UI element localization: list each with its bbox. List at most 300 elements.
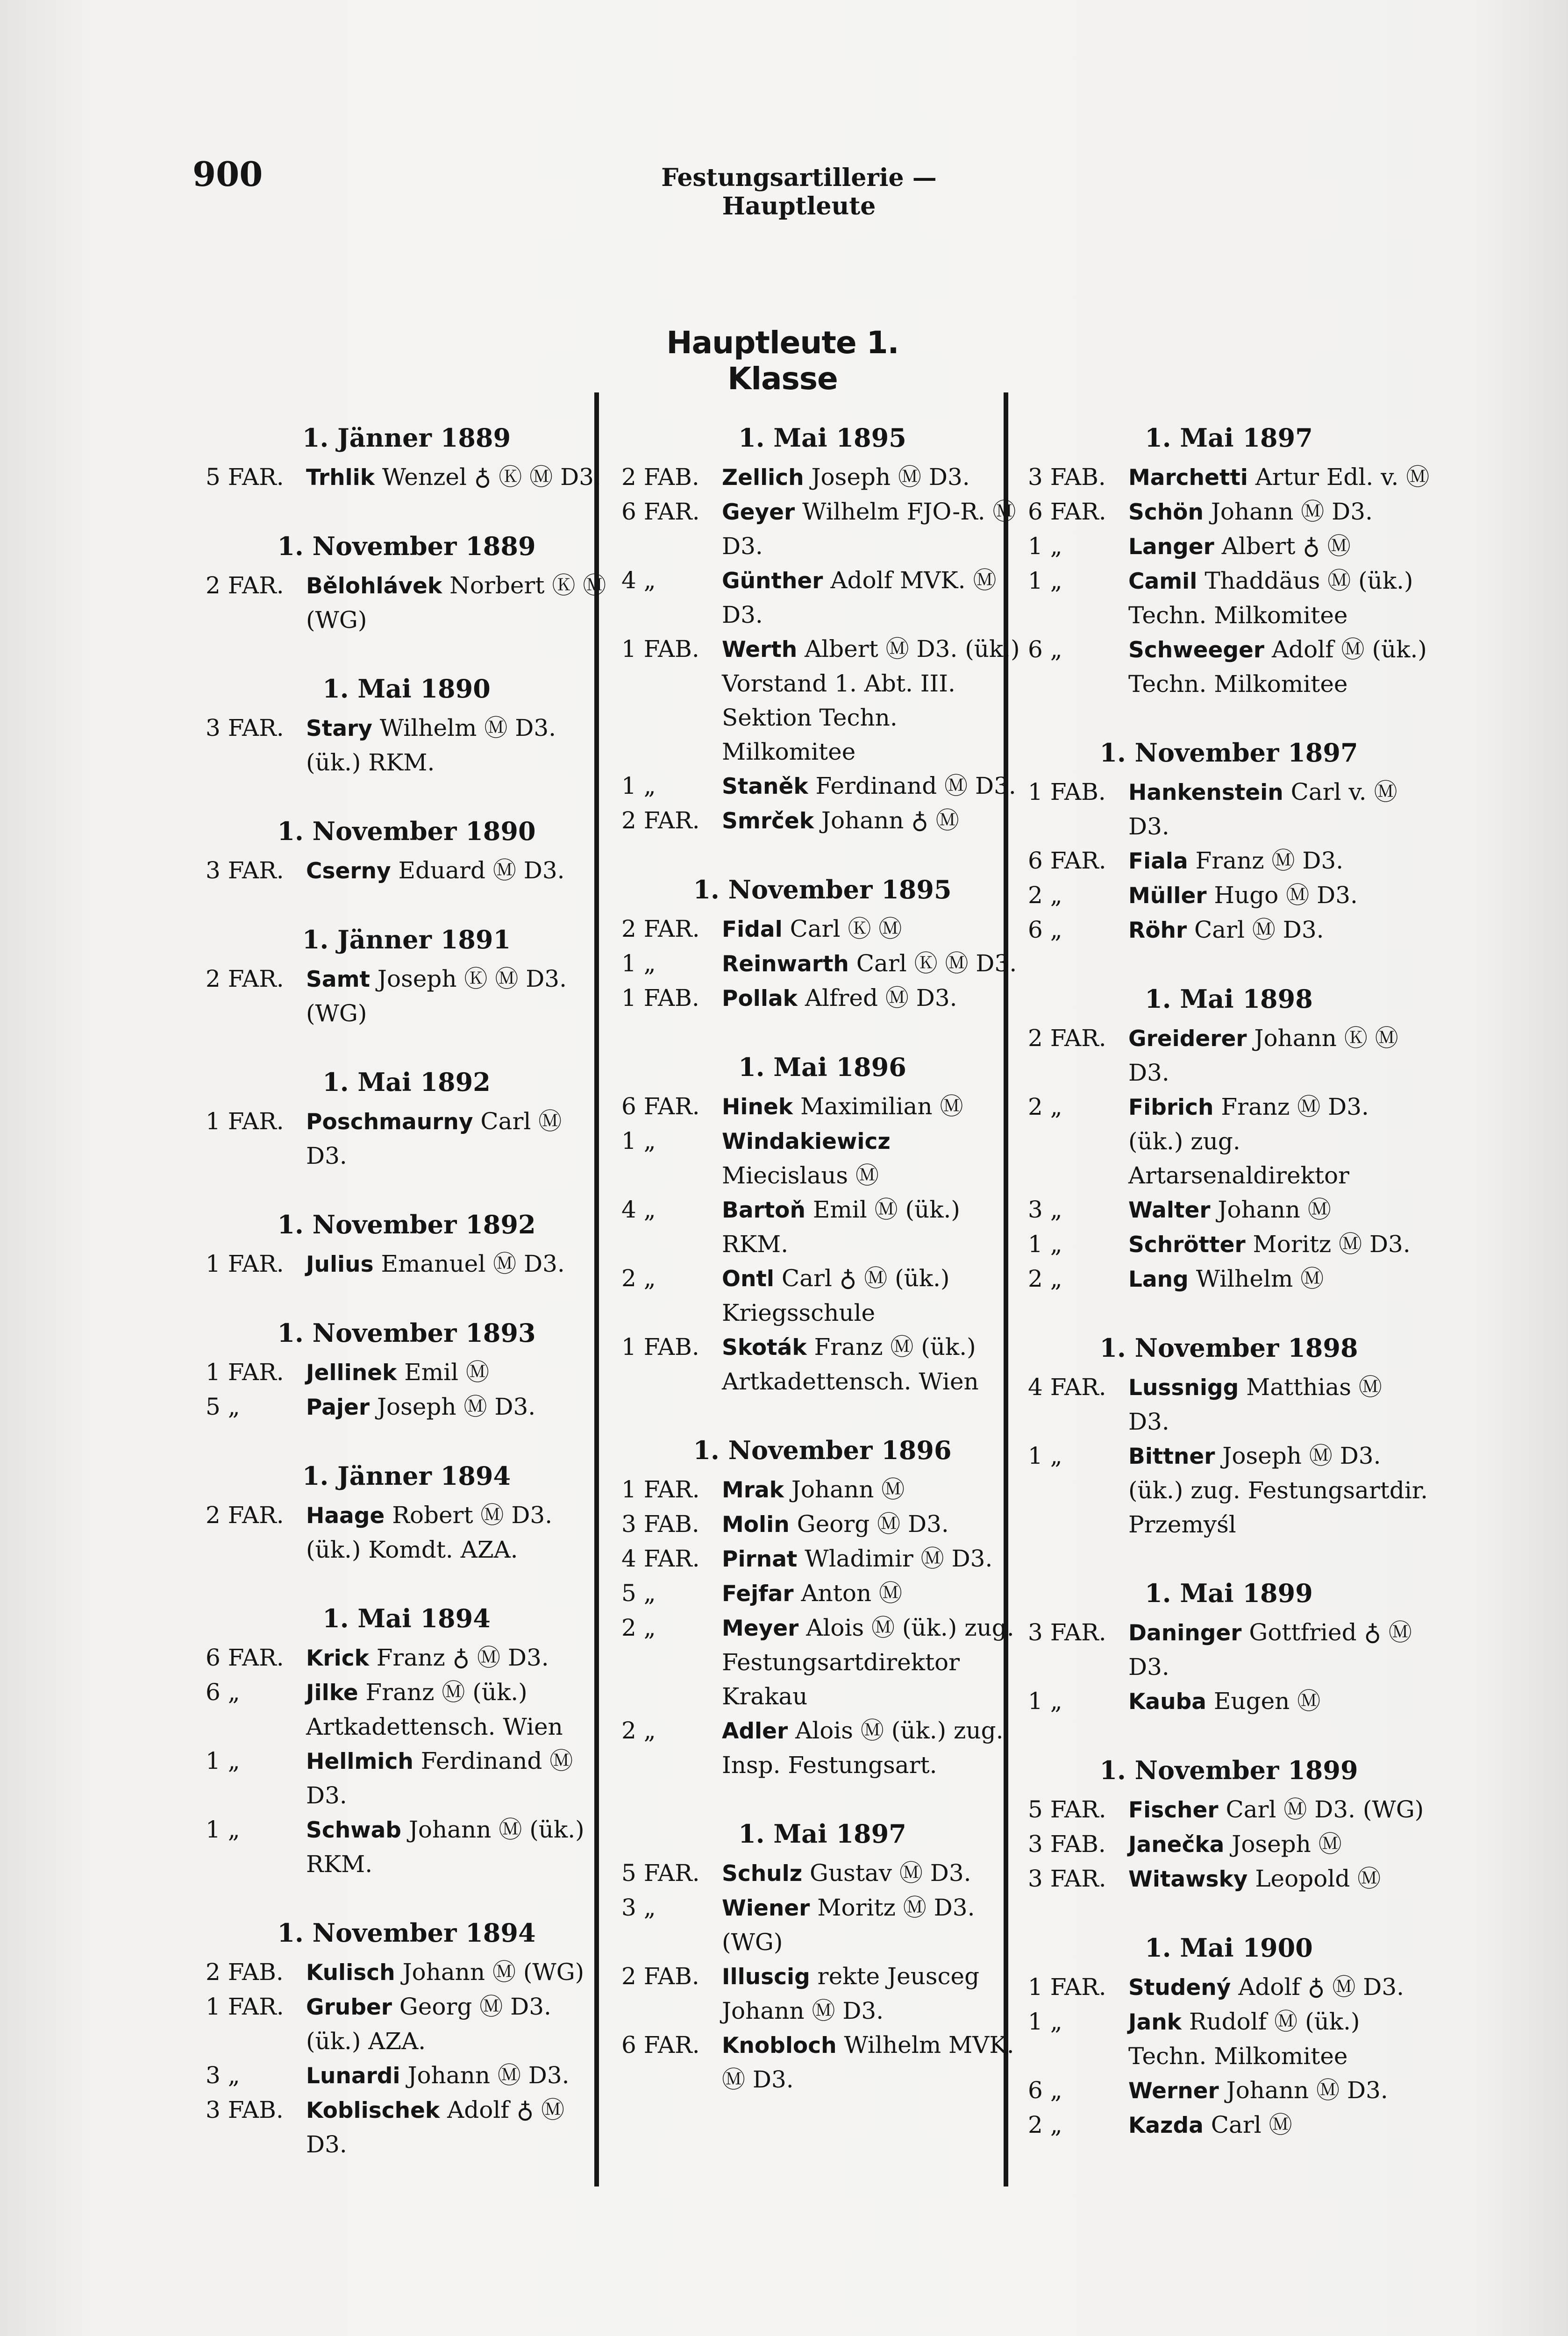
officer-details: Eugen Ⓜ xyxy=(1213,1688,1321,1715)
officer-details: Eduard Ⓜ D3. xyxy=(398,857,565,884)
officer-entry xyxy=(206,962,607,1031)
officer-entry xyxy=(1028,1684,1430,1719)
officer-surname: Mrak xyxy=(722,1477,784,1503)
officer-entry xyxy=(1028,1021,1430,1090)
officer-details: Norbert Ⓚ Ⓜ (WG) xyxy=(306,572,606,634)
officer-surname: Jellinek xyxy=(306,1360,397,1386)
officer-details: Gustav Ⓜ D3. xyxy=(810,1859,971,1887)
officer-details: Franz ♁ Ⓜ D3. xyxy=(376,1644,549,1671)
section-title: Hauptleute 1. Klasse xyxy=(666,325,899,397)
promotion-group xyxy=(621,875,1023,1016)
officer-surname: Cserny xyxy=(306,858,391,884)
unit-label: 6 FAR. xyxy=(1028,847,1106,874)
officer-entry xyxy=(621,804,1023,838)
officer-surname: Schön xyxy=(1128,499,1204,525)
officer-surname: Jank xyxy=(1128,2009,1182,2035)
officer-entry xyxy=(1028,775,1430,844)
unit-label: 2 „ xyxy=(621,1265,656,1292)
officer-surname: Bartoň xyxy=(722,1197,805,1223)
promotion-date: 1. Mai 1895 xyxy=(738,423,906,453)
officer-details: Adolf MVK. Ⓜ D3. xyxy=(722,567,997,628)
officer-entry xyxy=(621,1330,1023,1399)
officer-entry xyxy=(621,495,1023,563)
officer-surname: Röhr xyxy=(1128,918,1187,943)
officer-entry xyxy=(206,1813,607,1881)
column-3 xyxy=(1028,423,1430,2179)
officer-surname: Pajer xyxy=(306,1395,370,1420)
officer-details: Johann Ⓚ Ⓜ D3. xyxy=(1128,1025,1398,1086)
officer-surname: Hinek xyxy=(722,1094,793,1120)
officer-details: Carl Ⓜ D3. xyxy=(1194,916,1324,943)
promotion-group xyxy=(206,925,607,1031)
unit-label: 6 „ xyxy=(206,1679,240,1706)
unit-label: 6 FAR. xyxy=(206,1644,284,1671)
officer-entry xyxy=(621,460,1023,495)
promotion-group xyxy=(206,1603,607,1881)
officer-details: Matthias Ⓜ D3. xyxy=(1128,1374,1382,1435)
officer-surname: Hankenstein xyxy=(1128,780,1283,805)
officer-details: Emil Ⓜ xyxy=(404,1359,489,1386)
officer-details: Anton Ⓜ xyxy=(801,1580,903,1607)
officer-details: Leopold Ⓜ xyxy=(1255,1865,1381,1892)
unit-label: 2 „ xyxy=(621,1717,656,1744)
officer-surname: Camil xyxy=(1128,569,1197,594)
promotion-date: 1. Mai 1898 xyxy=(1145,984,1313,1014)
officer-surname: Illuscig xyxy=(722,1964,810,1990)
officer-entry xyxy=(621,1891,1023,1959)
officer-surname: Daninger xyxy=(1128,1620,1242,1646)
officer-details: Rudolf Ⓜ (ük.) Techn. Milkomitee xyxy=(1128,2008,1360,2070)
officer-details: Carl Ⓜ D3. xyxy=(306,1108,562,1169)
officer-details: Robert Ⓜ D3. (ük.) Komdt. AZA. xyxy=(306,1502,553,1563)
officer-surname: Jilke xyxy=(306,1680,358,1706)
officer-details: Franz Ⓜ D3. xyxy=(1195,847,1344,874)
officer-entry xyxy=(206,1955,607,1990)
unit-label: 1 „ xyxy=(1028,1231,1062,1258)
officer-details: Johann Ⓜ xyxy=(1218,1196,1331,1223)
officer-surname: Adler xyxy=(722,1718,788,1744)
officer-surname: Fischer xyxy=(1128,1797,1219,1823)
officer-surname: Lunardi xyxy=(306,2063,400,2089)
officer-details: Johann Ⓜ (WG) xyxy=(402,1959,584,1986)
officer-surname: Reinwarth xyxy=(722,951,849,977)
officer-details: Joseph Ⓜ D3. xyxy=(377,1393,536,1420)
officer-details: Carl Ⓜ xyxy=(1211,2111,1292,2138)
officer-surname: Samt xyxy=(306,967,371,992)
officer-surname: Lang xyxy=(1128,1267,1189,1292)
officer-entry xyxy=(1028,2108,1430,2143)
unit-label: 1 FAB. xyxy=(621,635,699,662)
promotion-group xyxy=(206,1318,607,1424)
officer-entry xyxy=(621,1959,1023,2028)
officer-entry xyxy=(621,1261,1023,1330)
officer-details: Johann Ⓜ D3. xyxy=(407,2062,570,2089)
officer-details: Johann Ⓜ xyxy=(791,1476,905,1503)
unit-label: 1 „ xyxy=(1028,533,1062,560)
officer-details: Johann Ⓜ D3. xyxy=(1226,2077,1388,2104)
unit-label: 3 FAB. xyxy=(206,2096,284,2123)
officer-entry xyxy=(206,1641,607,1675)
officer-details: Carl ♁ Ⓜ (ük.) Kriegsschule xyxy=(722,1265,950,1326)
officer-details: Carl Ⓚ Ⓜ D3. xyxy=(856,950,1017,977)
officer-details: Wladimir Ⓜ D3. xyxy=(805,1545,993,1572)
officer-details: Johann Ⓜ D3. xyxy=(1211,498,1373,525)
officer-surname: Meyer xyxy=(722,1616,799,1641)
promotion-group xyxy=(1028,984,1430,1296)
unit-label: 1 „ xyxy=(621,950,656,977)
promotion-group xyxy=(1028,423,1430,701)
officer-details: Hugo Ⓜ D3. xyxy=(1214,882,1358,909)
promotion-group xyxy=(1028,1578,1430,1719)
unit-label: 2 FAR. xyxy=(621,807,700,834)
unit-label: 3 „ xyxy=(1028,1196,1062,1223)
officer-entry xyxy=(1028,1262,1430,1296)
officer-details: Adolf ♁ Ⓜ D3. xyxy=(306,2096,565,2158)
officer-details: Joseph Ⓚ Ⓜ D3. (WG) xyxy=(306,965,567,1027)
unit-label: 1 FAR. xyxy=(206,1993,284,2020)
officer-entry xyxy=(206,460,607,495)
unit-label: 1 FAR. xyxy=(206,1359,284,1386)
officer-details: Franz Ⓜ (ük.) Artkadettensch. Wien xyxy=(722,1333,979,1395)
running-title: Festungsartillerie — Hauptleute xyxy=(661,164,937,221)
promotion-group xyxy=(206,816,607,888)
page-number: 900 xyxy=(192,154,263,194)
promotion-date: 1. Mai 1900 xyxy=(1145,1933,1313,1963)
officer-surname: Müller xyxy=(1128,883,1207,909)
officer-entry xyxy=(1028,844,1430,878)
unit-label: 4 FAR. xyxy=(621,1545,700,1572)
officer-surname: Witawsky xyxy=(1128,1866,1248,1892)
unit-label: 1 „ xyxy=(621,1127,656,1154)
officer-entry xyxy=(206,854,607,888)
officer-details: rekte Jeusceg Johann Ⓜ D3. xyxy=(722,1963,980,2024)
unit-label: 4 „ xyxy=(621,1196,656,1223)
officer-entry xyxy=(621,769,1023,804)
officer-surname: Windakiewicz xyxy=(722,1129,891,1154)
promotion-date: 1. Mai 1897 xyxy=(738,1819,906,1849)
officer-details: Ferdinand Ⓜ D3. xyxy=(306,1747,573,1809)
unit-label: 5 „ xyxy=(206,1393,240,1420)
unit-label: 3 „ xyxy=(621,1894,656,1921)
officer-surname: Fejfar xyxy=(722,1581,794,1607)
officer-details: Gottfried ♁ Ⓜ D3. xyxy=(1128,1619,1412,1681)
unit-label: 3 FAR. xyxy=(206,714,284,741)
promotion-date: 1. November 1893 xyxy=(277,1318,536,1348)
officer-entry xyxy=(621,2028,1023,2097)
officer-entry xyxy=(206,2093,607,2162)
officer-surname: Koblischek xyxy=(306,2098,440,2123)
officer-details: Alois Ⓜ (ük.) zug. Festungsartdirektor Krakau xyxy=(722,1614,1014,1710)
promotion-group xyxy=(206,531,607,637)
unit-label: 5 FAR. xyxy=(206,463,284,491)
officer-details: Emil Ⓜ (ük.) RKM. xyxy=(722,1196,960,1258)
unit-label: 3 FAB. xyxy=(1028,463,1106,491)
officer-surname: Schwab xyxy=(306,1817,401,1843)
officer-surname: Hellmich xyxy=(306,1749,413,1774)
officer-details: Wilhelm Ⓜ xyxy=(1196,1265,1324,1292)
promotion-group xyxy=(1028,1333,1430,1542)
officer-entry xyxy=(206,569,607,637)
officer-entry xyxy=(621,1473,1023,1507)
officer-details: Franz Ⓜ (ük.) Artkadettensch. Wien xyxy=(306,1679,563,1740)
unit-label: 1 FAR. xyxy=(621,1476,700,1503)
promotion-date: 1. November 1898 xyxy=(1099,1333,1358,1363)
promotion-group xyxy=(206,423,607,495)
promotion-date: 1. Jänner 1894 xyxy=(302,1461,511,1491)
officer-surname: Günther xyxy=(722,568,823,594)
promotion-group xyxy=(1028,1755,1430,1896)
officer-entry xyxy=(206,1104,607,1173)
officer-surname: Molin xyxy=(722,1512,790,1538)
unit-label: 1 FAB. xyxy=(621,1333,699,1360)
officer-entry xyxy=(621,1856,1023,1891)
promotion-date: 1. Mai 1894 xyxy=(322,1603,491,1633)
officer-entry xyxy=(1028,1227,1430,1262)
officer-surname: Smrček xyxy=(722,808,814,834)
promotion-date: 1. Mai 1899 xyxy=(1145,1578,1313,1608)
officer-entry xyxy=(206,1675,607,1744)
officer-entry xyxy=(621,632,1023,769)
unit-label: 1 FAB. xyxy=(1028,778,1106,805)
column-1 xyxy=(206,423,607,2198)
officer-surname: Krick xyxy=(306,1645,369,1671)
officer-surname: Zellich xyxy=(722,465,804,491)
officer-entry xyxy=(1028,1827,1430,1862)
officer-entry xyxy=(1028,495,1430,529)
officer-details: Alfred Ⓜ D3. xyxy=(805,984,957,1011)
officer-entry xyxy=(206,1355,607,1390)
officer-entry xyxy=(1028,913,1430,947)
officer-surname: Janečka xyxy=(1128,1832,1225,1858)
officer-entry xyxy=(621,947,1023,981)
officer-surname: Langer xyxy=(1128,534,1214,560)
officer-details: Johann ♁ Ⓜ xyxy=(821,807,959,834)
promotion-group xyxy=(1028,1933,1430,2143)
officer-details: Carl v. Ⓜ D3. xyxy=(1128,778,1397,840)
officer-details: Ferdinand Ⓜ D3. xyxy=(815,772,1016,799)
officer-details: Albert Ⓜ D3. (ük.) Vorstand 1. Abt. III. Sektion Techn. Milkomitee xyxy=(722,635,1020,765)
promotion-group xyxy=(206,1067,607,1173)
unit-label: 3 FAB. xyxy=(621,1510,699,1538)
promotion-date: 1. November 1894 xyxy=(277,1918,536,1948)
officer-details: Wilhelm Ⓜ D3. (ük.) RKM. xyxy=(306,714,556,776)
officer-details: Moritz Ⓜ D3. xyxy=(1253,1231,1411,1258)
officer-entry xyxy=(1028,1793,1430,1827)
officer-entry xyxy=(621,912,1023,947)
promotion-date: 1. Jänner 1889 xyxy=(302,423,511,453)
promotion-date: 1. Jänner 1891 xyxy=(302,925,511,954)
unit-label: 5 FAR. xyxy=(1028,1796,1106,1823)
officer-entry xyxy=(206,1390,607,1424)
unit-label: 2 FAB. xyxy=(206,1959,284,1986)
unit-label: 6 FAR. xyxy=(621,498,700,525)
officer-entry xyxy=(1028,1370,1430,1439)
officer-details: Wilhelm FJO-R. Ⓜ D3. xyxy=(722,498,1016,560)
officer-surname: Werth xyxy=(722,637,798,662)
officer-details: Albert ♁ Ⓜ xyxy=(1221,533,1351,560)
officer-details: Carl Ⓚ Ⓜ xyxy=(790,915,902,942)
officer-entry xyxy=(206,2058,607,2093)
officer-entry xyxy=(1028,564,1430,633)
officer-surname: Kauba xyxy=(1128,1689,1206,1715)
promotion-group xyxy=(621,1052,1023,1399)
unit-label: 2 FAR. xyxy=(206,1502,284,1529)
unit-label: 2 „ xyxy=(1028,1265,1062,1292)
officer-details: Emanuel Ⓜ D3. xyxy=(381,1250,565,1277)
officer-details: Miecislaus Ⓜ xyxy=(722,1162,879,1189)
officer-entry xyxy=(206,1990,607,2058)
officer-surname: Fiala xyxy=(1128,848,1188,874)
officer-entry xyxy=(1028,878,1430,913)
officer-details: Adolf Ⓜ (ük.) Techn. Milkomitee xyxy=(1128,636,1427,698)
officer-details: Wilhelm MVK. Ⓜ D3. xyxy=(722,2031,1014,2093)
promotion-group xyxy=(621,1435,1023,1782)
unit-label: 3 FAB. xyxy=(1028,1830,1106,1858)
officer-details: Johann Ⓜ (ük.) RKM. xyxy=(306,1816,584,1878)
unit-label: 1 „ xyxy=(1028,1688,1062,1715)
promotion-group xyxy=(206,1918,607,2162)
officer-entry xyxy=(621,1090,1023,1124)
officer-surname: Staněk xyxy=(722,774,808,799)
promotion-date: 1. November 1899 xyxy=(1099,1755,1358,1785)
officer-entry xyxy=(1028,1193,1430,1227)
officer-surname: Skoták xyxy=(722,1335,807,1360)
unit-label: 1 FAB. xyxy=(621,984,699,1011)
officer-surname: Geyer xyxy=(722,499,795,525)
unit-label: 1 „ xyxy=(1028,567,1062,594)
promotion-date: 1. November 1895 xyxy=(693,875,952,904)
officer-surname: Stary xyxy=(306,716,372,741)
officer-details: Carl Ⓜ D3. (WG) xyxy=(1226,1796,1424,1823)
unit-label: 5 „ xyxy=(621,1580,656,1607)
unit-label: 2 FAR. xyxy=(206,572,284,599)
officer-entry xyxy=(621,1542,1023,1576)
unit-label: 1 „ xyxy=(206,1747,240,1774)
officer-entry xyxy=(1028,460,1430,495)
officer-surname: Lussnigg xyxy=(1128,1375,1239,1401)
officer-entry xyxy=(1028,2073,1430,2108)
officer-entry xyxy=(206,1744,607,1813)
officer-entry xyxy=(1028,2005,1430,2073)
unit-label: 6 FAR. xyxy=(1028,498,1106,525)
unit-label: 1 FAR. xyxy=(206,1108,284,1135)
officer-entry xyxy=(621,1611,1023,1714)
promotion-date: 1. November 1889 xyxy=(277,531,536,561)
unit-label: 6 FAR. xyxy=(621,2031,700,2058)
officer-surname: Werner xyxy=(1128,2078,1219,2104)
officer-details: Joseph Ⓜ xyxy=(1232,1830,1342,1858)
officer-surname: Schulz xyxy=(722,1861,803,1887)
officer-entry xyxy=(1028,1970,1430,2005)
officer-entry xyxy=(621,1507,1023,1542)
officer-entry xyxy=(1028,529,1430,564)
officer-surname: Trhlik xyxy=(306,465,375,491)
officer-entry xyxy=(206,1247,607,1282)
officer-details: Maximilian Ⓜ xyxy=(800,1093,963,1120)
unit-label: 6 „ xyxy=(1028,916,1062,943)
promotion-group xyxy=(621,1819,1023,2097)
officer-entry xyxy=(621,1714,1023,1782)
unit-label: 2 FAR. xyxy=(1028,1025,1106,1052)
officer-surname: Julius xyxy=(306,1252,374,1277)
officer-entry xyxy=(1028,1090,1430,1193)
promotion-date: 1. Mai 1892 xyxy=(322,1067,491,1097)
officer-surname: Fidal xyxy=(722,917,783,942)
column-2 xyxy=(621,423,1023,2133)
officer-surname: Schrötter xyxy=(1128,1232,1246,1258)
officer-details: Artur Edl. v. Ⓜ xyxy=(1255,463,1430,491)
officer-surname: Pirnat xyxy=(722,1546,798,1572)
promotion-date: 1. Mai 1896 xyxy=(738,1052,906,1082)
promotion-date: 1. November 1897 xyxy=(1099,738,1358,768)
promotion-date: 1. Mai 1897 xyxy=(1145,423,1313,453)
unit-label: 1 FAR. xyxy=(1028,1973,1106,2001)
officer-surname: Bittner xyxy=(1128,1444,1215,1469)
officer-entry xyxy=(621,981,1023,1016)
officer-surname: Studený xyxy=(1128,1975,1231,2001)
officer-details: Georg Ⓜ D3. xyxy=(797,1510,949,1538)
officer-entry xyxy=(1028,1439,1430,1542)
unit-label: 1 „ xyxy=(621,772,656,799)
promotion-date: 1. November 1890 xyxy=(277,816,536,846)
officer-surname: Wiener xyxy=(722,1895,810,1921)
unit-label: 1 „ xyxy=(206,1816,240,1843)
unit-label: 2 „ xyxy=(1028,882,1062,909)
unit-label: 3 FAR. xyxy=(1028,1619,1106,1646)
officer-entry xyxy=(621,1576,1023,1611)
promotion-group xyxy=(621,423,1023,838)
officer-surname: Marchetti xyxy=(1128,465,1248,491)
officer-details: Franz Ⓜ D3. (ük.) zug. Artarsenaldirektor xyxy=(1128,1093,1369,1189)
officer-surname: Greiderer xyxy=(1128,1026,1247,1052)
unit-label: 3 FAR. xyxy=(206,857,284,884)
officer-details: Alois Ⓜ (ük.) zug. Insp. Festungsart. xyxy=(722,1717,1004,1779)
officer-surname: Schweeger xyxy=(1128,637,1265,663)
unit-label: 1 „ xyxy=(1028,2008,1062,2035)
officer-details: Adolf ♁ Ⓜ D3. xyxy=(1238,1973,1404,2001)
officer-details: Wenzel ♁ Ⓚ Ⓜ D3. xyxy=(382,463,601,491)
officer-surname: Poschmaurny xyxy=(306,1109,473,1135)
unit-label: 2 „ xyxy=(1028,1093,1062,1120)
officer-surname: Bělohlávek xyxy=(306,573,442,599)
officer-details: Thaddäus Ⓜ (ük.) Techn. Milkomitee xyxy=(1128,567,1413,629)
unit-label: 4 FAR. xyxy=(1028,1374,1106,1401)
officer-surname: Pollak xyxy=(722,986,798,1011)
officer-entry xyxy=(1028,633,1430,701)
promotion-group xyxy=(206,674,607,780)
officer-details: Georg Ⓜ D3. (ük.) AZA. xyxy=(306,1993,551,2055)
officer-entry xyxy=(206,711,607,780)
officer-entry xyxy=(621,563,1023,632)
officer-entry xyxy=(206,1498,607,1567)
officer-entry xyxy=(1028,1616,1430,1684)
officer-entry xyxy=(621,1124,1023,1193)
unit-label: 3 „ xyxy=(206,2062,240,2089)
unit-label: 2 FAB. xyxy=(621,463,699,491)
unit-label: 2 FAR. xyxy=(621,915,700,942)
promotion-date: 1. November 1896 xyxy=(693,1435,952,1465)
officer-surname: Ontl xyxy=(722,1266,774,1292)
unit-label: 2 „ xyxy=(621,1614,656,1641)
officer-surname: Kazda xyxy=(1128,2113,1204,2138)
officer-surname: Knobloch xyxy=(722,2033,837,2058)
officer-surname: Kulisch xyxy=(306,1960,395,1986)
officer-details: Moritz Ⓜ D3. (WG) xyxy=(722,1894,975,1956)
promotion-group xyxy=(1028,738,1430,947)
officer-surname: Haage xyxy=(306,1503,385,1529)
officer-surname: Walter xyxy=(1128,1197,1211,1223)
promotion-group xyxy=(206,1461,607,1567)
